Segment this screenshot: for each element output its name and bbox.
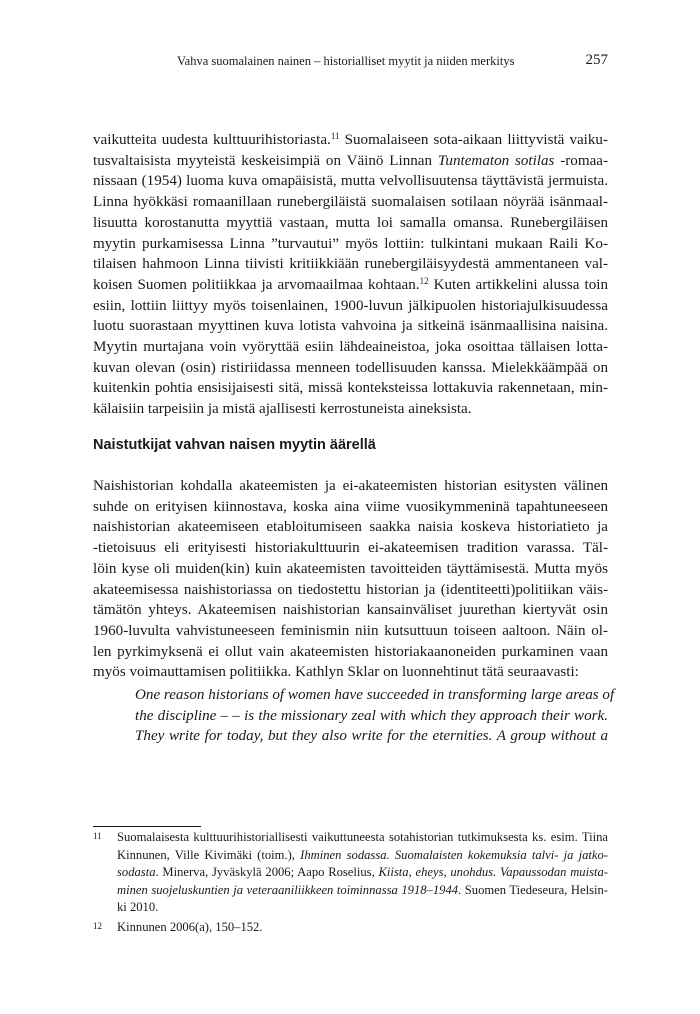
text-line: löin kyse oli muiden(kin) kuin akateemisten tavoitteiden täyttämisestä. Mutta myös (93, 560, 608, 577)
text-line: tämätön yhteys. Akateemisen naishistorian kansainväliset juurethan kiertyvät osin (93, 602, 608, 619)
footnote-number: 11 (93, 831, 102, 841)
paragraph-2 (93, 476, 608, 683)
page-number: 257 (585, 52, 608, 68)
running-head (93, 50, 608, 70)
footnote-divider (93, 826, 201, 827)
footnotes (93, 829, 608, 936)
footnote-line: minen suojeluskuntien ja veteraaniliikkeen toiminnassa 1918–1944. Suomen Tiedeseura, Helsin- (117, 882, 608, 897)
text-line: myös voimauttamisen politiikka. Kathlyn Sklar on luonnehtinut tätä seuraavasti: (93, 664, 579, 681)
footnote-12 (93, 919, 608, 937)
text-line: 1960-luvulta vahvistuneeseen feminismin niin kutsuttuun toiseen aaltoon. Näin ol- (93, 622, 608, 639)
footnote-line: ki 2010. (117, 900, 159, 914)
text-line: naishistorian akateemiseen etabloitumiseen saakka naisia koskeva historiatieto ja (93, 519, 608, 536)
section-heading: Naistutkijat vahvan naisen myytin äärellä (93, 437, 376, 453)
quote-line: One reason historians of women have succeeded in transforming large areas of (135, 687, 615, 703)
footnote-ref-12: 12 (419, 275, 429, 286)
text-line: Myytin murtajana voin vyöryttää esiin lähdeaineistoa, joka osoittaa tällaisen lotta- (93, 339, 608, 356)
text-line: myytin purkamisessa Linna ”turvautui” myös lottiin: tulkintani mukaan Raili Ko- (93, 235, 608, 252)
text-line: akateemisessa naishistoriassa on tiedostettu historian ja (identiteetti)politiikan väis- (93, 581, 608, 598)
footnote-line: Kinnunen, Ville Kivimäki (toim.), Ihminen sodassa. Suomalaisten kokemuksia talvi- ja jatko- (117, 847, 609, 862)
footnote-line: Kinnunen 2006(a), 150–152. (117, 919, 263, 934)
text-line: esiin, lottiin liittyy myös toisenlainen, 1900-luvun jälkipuolen historiajulkisuudessa (93, 297, 608, 314)
footnote-ref-11: 11 (330, 131, 340, 141)
footnote-line: sodasta. Minerva, Jyväskylä 2006; Aapo Roselius, Kiista, eheys, unohdus. Vapaussodan muista- (117, 865, 608, 879)
running-title: Vahva suomalainen nainen – historialliset myytit ja niiden merkitys (177, 54, 515, 68)
text-line: tusvaltaisista myyteistä keskeisimpiä on Väinö Linnan Tuntematon sotilas -romaa- (93, 152, 608, 169)
text-line: tilaisen hahmoon Linna tiivisti kritiikkiään runebergiläisyydestä ammentaneen val- (93, 256, 608, 273)
quote-line: They write for today, but they also write for the eternities. A group without a (135, 728, 608, 745)
text-line: nissaan (1954) luoma kuva omapäisistä, mutta velvollisuutensa täyttävistä jermuista. (93, 173, 608, 190)
text-line: Naishistorian kohdalla akateemisten ja ei-akateemisten historian esitysten välinen (93, 478, 608, 494)
text-line: vaikutteita uudesta kulttuurihistoriasta.$^{11}$ Suomalaiseen sota-aikaan liittyvistä vaiku- (93, 131, 608, 148)
text-line: lisuutta korostanutta myyttiä vastaan, mutta loi samalla omansa. Runebergiläisen (93, 214, 608, 231)
book-title: Tuntematon sotilas (437, 152, 555, 169)
text-line: kuitenkin pohtia ensisijaisesti sitä, missä konteksteissa lottakuvia rakennetaan, min- (93, 380, 608, 397)
text-line: suhde on erityisen kiinnostava, koska aina viime vuosikymmeninä tapahtuneeseen (93, 498, 608, 515)
text-line: Linna hyökkäsi romaanillaan runebergiläistä suomalaisen sotilaan nöyrää isänmaal- (93, 194, 608, 211)
text-line: luotu suorastaan myyttinen kuva lotista vahvoina ja sitkeinä isänmaallisina naisina. (93, 318, 608, 335)
paragraph-1 (93, 130, 608, 420)
footnote-number: 12 (93, 920, 102, 931)
block-quote (135, 685, 615, 747)
text-line: len pyrkimyksenä ei ollut vain akateemisten historiakaanoneiden purkaminen vaan (93, 643, 608, 660)
footnote-11 (93, 829, 608, 917)
footnote-line: Suomalaisesta kulttuurihistoriallisesti vaikuttuneesta sotahistorian tutkimuksesta ks. esim. Tiina (117, 830, 608, 844)
text-line: kuvan olevan (osin) ristiriidassa menneen todellisuuden kanssa. Mielekkäämpää on (93, 359, 608, 376)
text-line: -tietoisuus eli erityisesti historiakulttuurin ei-akateemisen tradition varassa. Täl- (93, 540, 608, 557)
text-line: kälaisiin tarpeisiin ja mistä ajallisesti kerrostuneista aineksista. (93, 401, 472, 418)
quote-line: the discipline – – is the missionary zeal with which they approach their work. (135, 707, 608, 724)
text-line: koisen Suomen politiikkaa ja arvomaailmaa kohtaan.$^{12}$ Kuten artikkelini alussa toin (93, 275, 608, 293)
